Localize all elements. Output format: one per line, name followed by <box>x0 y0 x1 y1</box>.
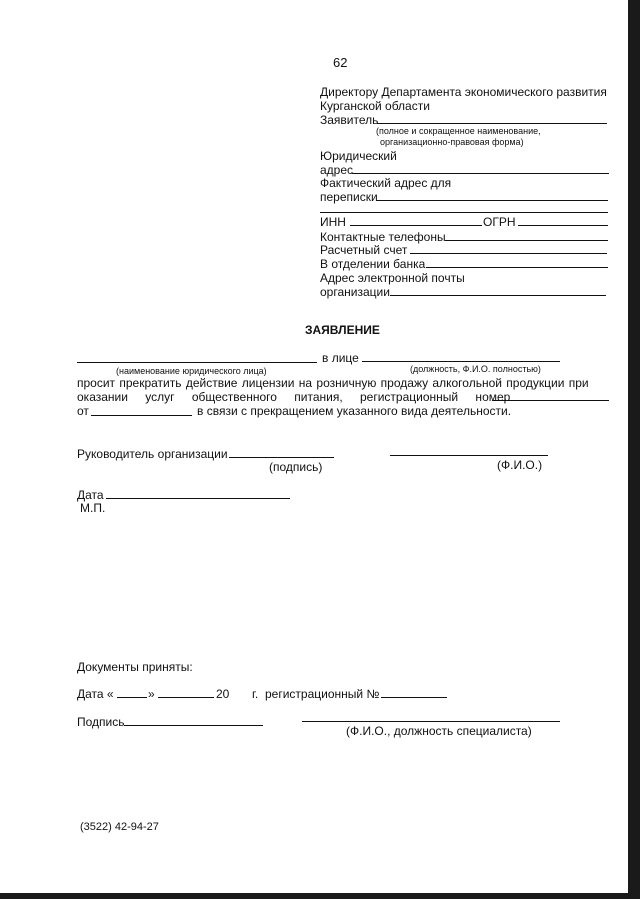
email-label-1: Адрес электронной почты <box>320 271 465 285</box>
name-hint: (Ф.И.О.) <box>497 458 543 472</box>
page-number: 62 <box>333 55 348 70</box>
date-label: Дата <box>77 488 104 502</box>
head-signature-field[interactable] <box>229 457 334 458</box>
acceptance-date-prefix: Дата « <box>77 687 114 701</box>
account-label: Расчетный счет <box>320 243 408 257</box>
inn-field[interactable] <box>350 225 482 226</box>
inn-label: ИНН <box>320 215 346 229</box>
head-label: Руководитель организации <box>77 447 228 461</box>
legal-address-label-1: Юридический <box>320 149 397 163</box>
scan-edge-right <box>628 0 640 899</box>
acceptance-year-suffix: г. <box>252 687 259 701</box>
head-name-field[interactable] <box>390 455 548 456</box>
acceptance-date-mid: » <box>148 687 155 701</box>
applicant-field[interactable] <box>377 123 607 124</box>
addressee-line-2: Курганской области <box>320 99 430 113</box>
position-hint: (должность, Ф.И.О. полностью) <box>410 364 541 374</box>
signature-hint: (подпись) <box>269 460 323 474</box>
reason-text: в связи с прекращением указанного вида деятельности. <box>197 404 512 418</box>
actual-address-label-1: Фактический адрес для <box>320 176 452 190</box>
ogrn-label: ОГРН <box>483 215 516 229</box>
acceptance-reg-label: регистрационный № <box>265 687 380 701</box>
registration-number-field[interactable] <box>492 400 609 401</box>
acceptance-day-field[interactable] <box>117 697 147 698</box>
organization-name-field[interactable] <box>77 362 317 363</box>
legal-address-field[interactable] <box>352 173 609 174</box>
actual-address-label-2: переписки <box>320 190 378 204</box>
acceptance-sign-label: Подпись <box>77 715 125 729</box>
body-line-2: оказании услуг общественного питания, регистрационный номер <box>77 390 511 404</box>
acceptance-sign-field[interactable] <box>124 725 263 726</box>
in-person-label: в лице <box>322 351 359 365</box>
stamp-label: М.П. <box>80 501 106 515</box>
specialist-hint: (Ф.И.О., должность специалиста) <box>346 724 532 738</box>
addressee-line-1: Директору Департамента экономического развития <box>320 85 607 99</box>
applicant-hint-1: (полное и сокращенное наименование, <box>376 126 541 136</box>
date-field[interactable] <box>106 498 290 499</box>
specialist-field[interactable] <box>302 721 560 722</box>
email-field[interactable] <box>390 295 606 296</box>
phones-field[interactable] <box>445 240 608 241</box>
actual-address-field[interactable] <box>376 200 608 201</box>
scan-edge-bottom <box>0 893 640 899</box>
body-line-1: просит прекратить действие лицензии на розничную продажу алкогольной продукции при <box>77 376 589 390</box>
actual-address-field-2[interactable] <box>320 212 608 213</box>
bank-label: В отделении банка <box>320 257 426 271</box>
org-name-hint: (наименование юридического лица) <box>116 366 267 376</box>
acceptance-title: Документы приняты: <box>77 660 193 674</box>
representative-field[interactable] <box>362 361 560 362</box>
acceptance-reg-field[interactable] <box>381 697 447 698</box>
bank-field[interactable] <box>426 267 608 268</box>
ogrn-field[interactable] <box>518 225 608 226</box>
from-date-field[interactable] <box>91 415 192 416</box>
acceptance-year: 20 <box>216 687 230 701</box>
acceptance-month-field[interactable] <box>158 697 214 698</box>
phones-label: Контактные телефоны <box>320 230 446 244</box>
applicant-label: Заявитель <box>320 113 379 127</box>
applicant-hint-2: организационно-правовая форма) <box>380 137 524 147</box>
account-field[interactable] <box>410 253 607 254</box>
footer-phone: (3522) 42-94-27 <box>80 821 159 833</box>
from-label: от <box>77 404 89 418</box>
document-title: ЗАЯВЛЕНИЕ <box>305 323 380 337</box>
email-label-2: организации <box>320 285 390 299</box>
legal-address-label-2: адрес <box>320 163 354 177</box>
